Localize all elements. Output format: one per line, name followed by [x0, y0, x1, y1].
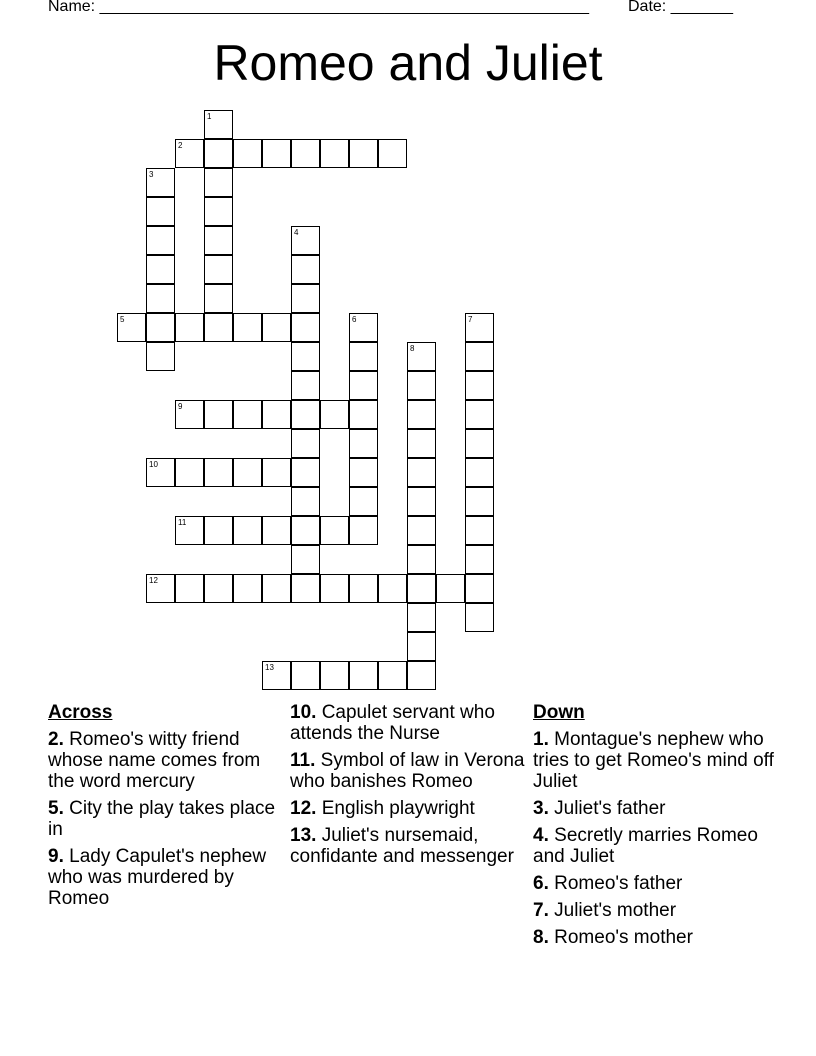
crossword-cell[interactable] — [146, 342, 175, 371]
crossword-cell[interactable] — [291, 284, 320, 313]
name-field[interactable]: Name: _______________________________________________________ — [48, 0, 589, 15]
crossword-cell[interactable] — [465, 545, 494, 574]
crossword-cell[interactable] — [146, 255, 175, 284]
crossword-cell[interactable] — [320, 516, 349, 545]
crossword-cell[interactable] — [146, 168, 175, 197]
crossword-cell[interactable] — [407, 342, 436, 371]
crossword-cell[interactable] — [117, 313, 146, 342]
clue-down-7 — [533, 900, 783, 921]
cell-number: 2 — [178, 141, 183, 150]
crossword-cell[interactable] — [262, 313, 291, 342]
crossword-cell[interactable] — [204, 139, 233, 168]
clue-across-13 — [290, 825, 525, 867]
clue-across-12 — [290, 798, 525, 819]
clue-text: City the play takes place in — [48, 798, 276, 840]
crossword-cell[interactable] — [407, 545, 436, 574]
clue-down-8 — [533, 927, 783, 948]
clue-across-11 — [290, 750, 525, 792]
crossword-cell[interactable] — [378, 661, 407, 690]
crossword-cell[interactable] — [146, 574, 175, 603]
clue-text: Symbol of law in Verona who banishes Romeo — [290, 750, 525, 792]
crossword-cell[interactable] — [204, 574, 233, 603]
crossword-cell[interactable] — [291, 487, 320, 516]
down-heading: Down — [533, 702, 585, 723]
crossword-cell[interactable] — [291, 255, 320, 284]
crossword-cell[interactable] — [262, 139, 291, 168]
crossword-cell[interactable] — [175, 516, 204, 545]
clue-text: Romeo's mother — [554, 927, 693, 948]
crossword-cell[interactable] — [262, 400, 291, 429]
page-title: Romeo and Juliet — [213, 35, 603, 91]
crossword-cell[interactable] — [204, 226, 233, 255]
crossword-cell[interactable] — [262, 458, 291, 487]
cell-number: 10 — [149, 460, 158, 469]
clue-down-3 — [533, 798, 783, 819]
crossword-cell[interactable] — [175, 574, 204, 603]
crossword-cell[interactable] — [407, 400, 436, 429]
crossword-cell[interactable] — [146, 284, 175, 313]
crossword-cell[interactable] — [349, 516, 378, 545]
crossword-cell[interactable] — [465, 603, 494, 632]
crossword-cell[interactable] — [436, 574, 465, 603]
clue-down-1 — [533, 729, 783, 792]
clue-text: Lady Capulet's nephew who was murdered by Romeo — [48, 846, 267, 909]
clue-number: 13. — [290, 825, 317, 846]
crossword-cell[interactable] — [291, 226, 320, 255]
across-clues-continued — [290, 702, 525, 873]
crossword-cell[interactable] — [146, 226, 175, 255]
clue-across-9 — [48, 846, 278, 909]
clue-text: Juliet's mother — [554, 900, 677, 921]
clue-number: 3. — [533, 798, 549, 819]
crossword-cell[interactable] — [407, 487, 436, 516]
clue-number: 8. — [533, 927, 549, 948]
crossword-cell[interactable] — [175, 400, 204, 429]
crossword-cell[interactable] — [204, 110, 233, 139]
clue-number: 5. — [48, 798, 64, 819]
crossword-cell[interactable] — [320, 139, 349, 168]
cell-number: 1 — [207, 112, 212, 121]
clue-down-4 — [533, 825, 783, 867]
crossword-cell[interactable] — [204, 400, 233, 429]
crossword-cell[interactable] — [407, 429, 436, 458]
crossword-cell[interactable] — [465, 574, 494, 603]
crossword-cell[interactable] — [291, 400, 320, 429]
crossword-cell[interactable] — [291, 545, 320, 574]
clue-number: 11. — [290, 750, 316, 771]
clue-text: Romeo's witty friend whose name comes from the word mercury — [48, 729, 261, 792]
cell-number: 5 — [120, 315, 125, 324]
crossword-cell[interactable] — [407, 632, 436, 661]
crossword-cell[interactable] — [204, 168, 233, 197]
crossword-cell[interactable] — [233, 458, 262, 487]
cell-number: 9 — [178, 402, 183, 411]
crossword-cell[interactable] — [465, 313, 494, 342]
crossword-cell[interactable] — [465, 371, 494, 400]
clue-number: 9. — [48, 846, 64, 867]
cell-number: 8 — [410, 344, 415, 353]
crossword-cell[interactable] — [233, 139, 262, 168]
crossword-cell[interactable] — [291, 516, 320, 545]
cell-number: 4 — [294, 228, 299, 237]
crossword-cell[interactable] — [204, 458, 233, 487]
crossword-cell[interactable] — [233, 400, 262, 429]
clue-text: Montague's nephew who tries to get Romeo's mind off Juliet — [533, 729, 774, 792]
crossword-cell[interactable] — [465, 429, 494, 458]
clue-across-10 — [290, 702, 525, 744]
crossword-cell[interactable] — [204, 284, 233, 313]
clue-text: Juliet's nursemaid, confidante and messenger — [290, 825, 514, 867]
crossword-cell[interactable] — [204, 516, 233, 545]
cell-number: 11 — [178, 518, 187, 527]
crossword-cell[interactable] — [233, 313, 262, 342]
crossword-cell[interactable] — [349, 661, 378, 690]
crossword-cell[interactable] — [407, 371, 436, 400]
crossword-cell[interactable] — [349, 429, 378, 458]
crossword-cell[interactable] — [233, 574, 262, 603]
crossword-cell[interactable] — [320, 400, 349, 429]
crossword-cell[interactable] — [407, 458, 436, 487]
crossword-cell[interactable] — [465, 458, 494, 487]
crossword-cell[interactable] — [175, 313, 204, 342]
crossword-cell[interactable] — [349, 487, 378, 516]
crossword-cell[interactable] — [349, 458, 378, 487]
clue-text: Capulet servant who attends the Nurse — [290, 702, 495, 744]
crossword-cell[interactable] — [349, 400, 378, 429]
crossword-cell[interactable] — [175, 458, 204, 487]
clue-number: 6. — [533, 873, 549, 894]
crossword-cell[interactable] — [262, 516, 291, 545]
crossword-cell[interactable] — [175, 139, 204, 168]
cell-number: 3 — [149, 170, 154, 179]
crossword-cell[interactable] — [146, 458, 175, 487]
clue-number: 12. — [290, 798, 317, 819]
crossword-cell[interactable] — [204, 197, 233, 226]
clue-text: Secretly marries Romeo and Juliet — [533, 825, 758, 867]
crossword-cell[interactable] — [233, 516, 262, 545]
crossword-cell[interactable] — [465, 400, 494, 429]
crossword-cell[interactable] — [291, 429, 320, 458]
crossword-cell[interactable] — [407, 516, 436, 545]
crossword-cell[interactable] — [291, 574, 320, 603]
clue-text: English playwright — [321, 798, 475, 819]
crossword-cell[interactable] — [291, 661, 320, 690]
crossword-cell[interactable] — [378, 574, 407, 603]
cell-number: 12 — [149, 576, 158, 585]
clue-across-5 — [48, 798, 278, 840]
down-clues-column — [533, 702, 783, 954]
crossword-cell[interactable] — [204, 255, 233, 284]
crossword-cell[interactable] — [291, 313, 320, 342]
crossword-cell[interactable] — [465, 516, 494, 545]
clue-text: Juliet's father — [554, 798, 666, 819]
clue-down-6 — [533, 873, 783, 894]
clue-number: 4. — [533, 825, 549, 846]
across-clues-column — [48, 702, 278, 915]
clue-number: 10. — [290, 702, 317, 723]
crossword-cell[interactable] — [349, 574, 378, 603]
clue-number: 2. — [48, 729, 64, 750]
crossword-cell[interactable] — [291, 371, 320, 400]
crossword-cell[interactable] — [320, 574, 349, 603]
crossword-cell[interactable] — [291, 139, 320, 168]
crossword-cell[interactable] — [378, 139, 407, 168]
crossword-cell[interactable] — [320, 661, 349, 690]
crossword-cell[interactable] — [407, 661, 436, 690]
crossword-cell[interactable] — [291, 342, 320, 371]
clue-number: 1. — [533, 729, 549, 750]
clue-text: Romeo's father — [554, 873, 683, 894]
crossword-cell[interactable] — [146, 197, 175, 226]
crossword-cell[interactable] — [291, 458, 320, 487]
across-heading: Across — [48, 702, 113, 723]
cell-number: 7 — [468, 315, 473, 324]
clue-across-2 — [48, 729, 278, 792]
crossword-cell[interactable] — [349, 371, 378, 400]
crossword-cell[interactable] — [146, 313, 175, 342]
crossword-cell[interactable] — [262, 661, 291, 690]
crossword-cell[interactable] — [465, 342, 494, 371]
cell-number: 6 — [352, 315, 357, 324]
crossword-cell[interactable] — [204, 313, 233, 342]
crossword-cell[interactable] — [349, 313, 378, 342]
clue-number: 7. — [533, 900, 549, 921]
crossword-cell[interactable] — [349, 342, 378, 371]
crossword-cell[interactable] — [407, 574, 436, 603]
crossword-cell[interactable] — [262, 574, 291, 603]
cell-number: 13 — [265, 663, 274, 672]
date-field[interactable]: Date: _______ — [628, 0, 733, 15]
crossword-cell[interactable] — [349, 139, 378, 168]
crossword-cell[interactable] — [407, 603, 436, 632]
crossword-cell[interactable] — [465, 487, 494, 516]
